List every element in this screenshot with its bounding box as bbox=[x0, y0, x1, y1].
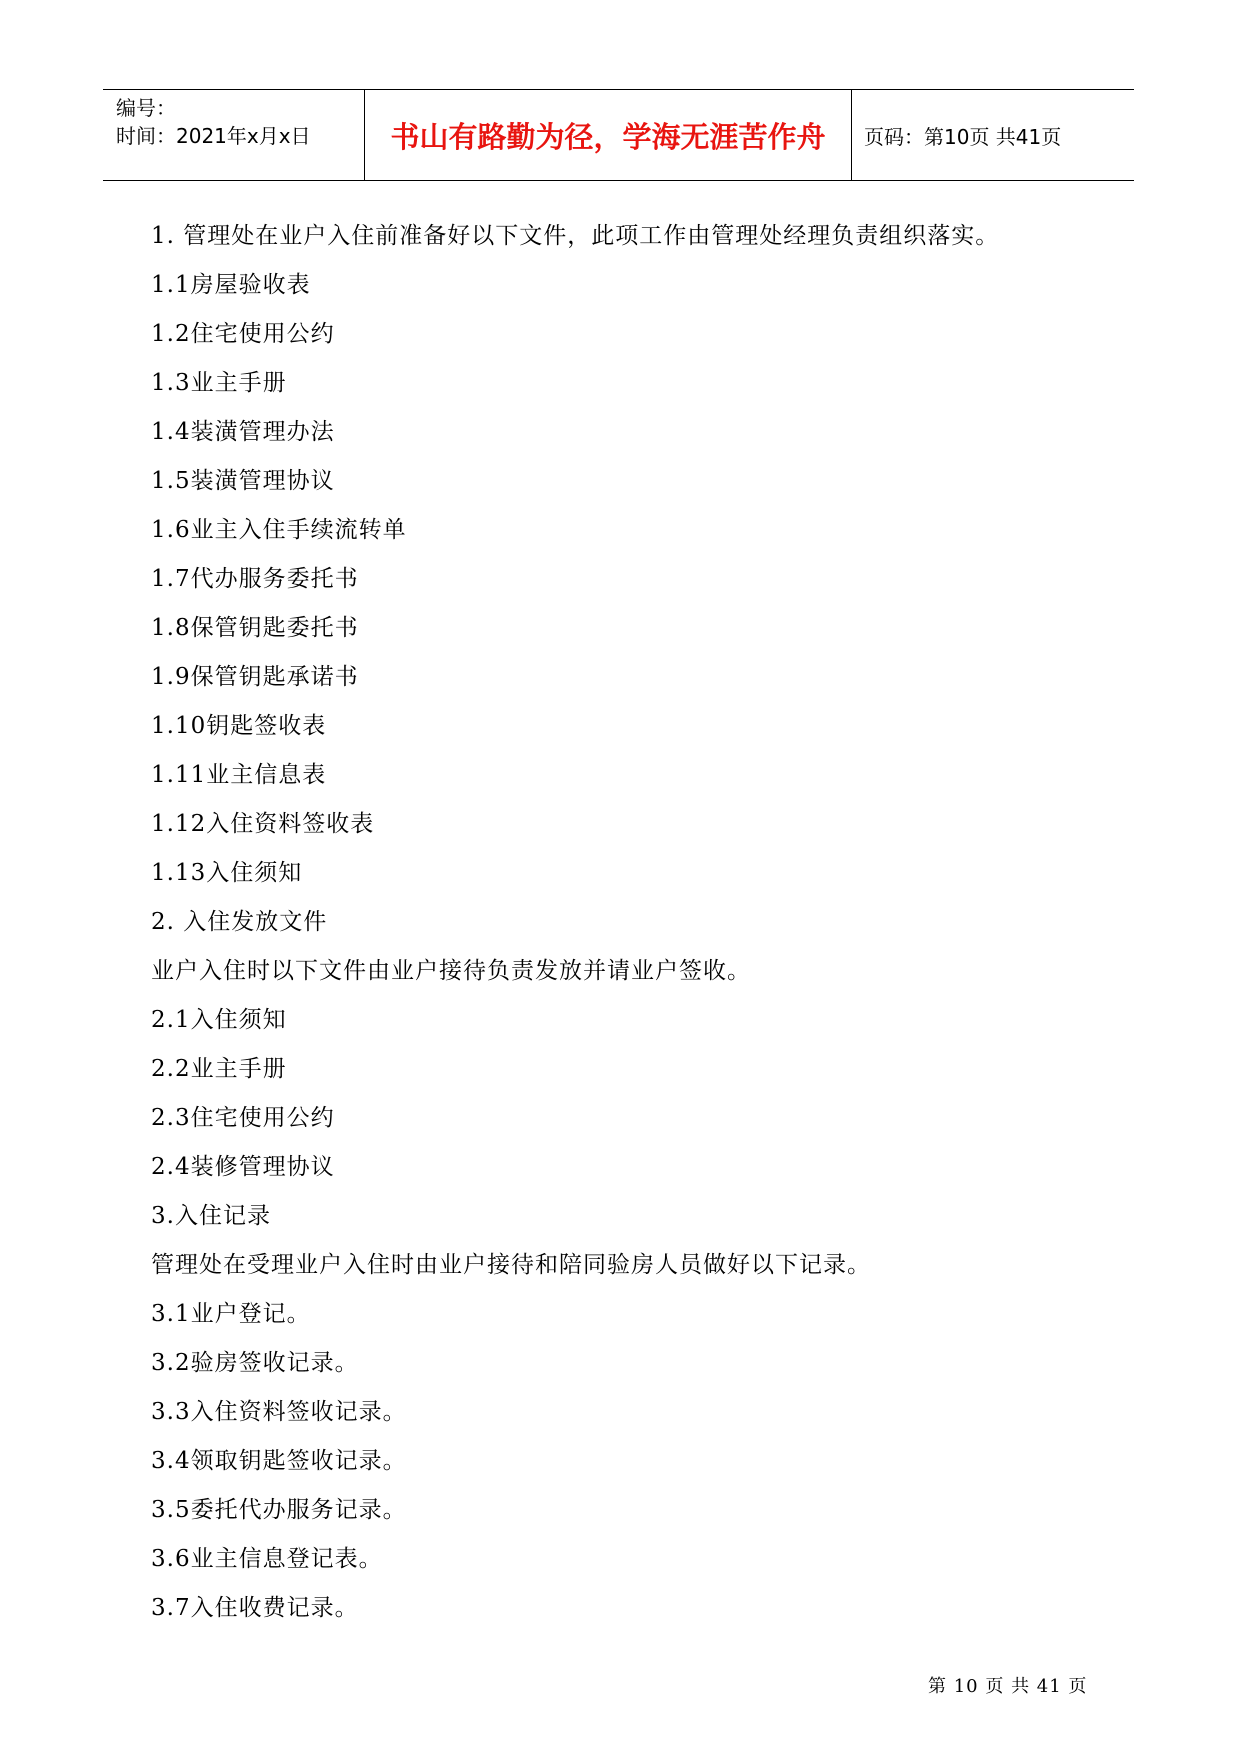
page-footer: 第 10 页 共 41 页 bbox=[928, 1676, 1088, 1697]
body-line: 3.6业主信息登记表。 bbox=[151, 1546, 383, 1572]
body-line: 1.1房屋验收表 bbox=[151, 272, 311, 298]
body-line: 3.1业户登记。 bbox=[151, 1301, 311, 1327]
body-line: 管理处在受理业户入住时由业户接待和陪同验房人员做好以下记录。 bbox=[151, 1252, 871, 1278]
body-line: 1.9保管钥匙承诺书 bbox=[151, 664, 359, 690]
document-number-label: 编号： bbox=[116, 96, 176, 120]
body-line: 1.5装潢管理协议 bbox=[151, 468, 335, 494]
body-line: 2.4装修管理协议 bbox=[151, 1154, 335, 1180]
body-line: 1.8保管钥匙委托书 bbox=[151, 615, 359, 641]
body-line: 2. 入住发放文件 bbox=[151, 909, 328, 935]
body-line: 3.2验房签收记录。 bbox=[151, 1350, 359, 1376]
document-body bbox=[151, 220, 1111, 1641]
header-page-info: 页码：第10页 共41页 bbox=[864, 124, 1062, 149]
body-line: 1.7代办服务委托书 bbox=[151, 566, 359, 592]
body-line: 2.2业主手册 bbox=[151, 1056, 287, 1082]
header-meta bbox=[103, 90, 365, 180]
body-line: 3.5委托代办服务记录。 bbox=[151, 1497, 407, 1523]
header-motto: 书山有路勤为径，学海无涯苦作舟 bbox=[365, 90, 852, 180]
body-line: 2.3住宅使用公约 bbox=[151, 1105, 335, 1131]
body-line: 业户入住时以下文件由业户接待负责发放并请业户签收。 bbox=[151, 958, 751, 984]
body-line: 3.4领取钥匙签收记录。 bbox=[151, 1448, 407, 1474]
document-time-label: 时间：2021年x月x日 bbox=[116, 124, 311, 148]
body-line: 1.13入住须知 bbox=[151, 860, 303, 886]
body-line: 3.入住记录 bbox=[151, 1203, 271, 1229]
body-line: 3.3入住资料签收记录。 bbox=[151, 1399, 407, 1425]
body-line: 3.7入住收费记录。 bbox=[151, 1595, 359, 1621]
body-line: 2.1入住须知 bbox=[151, 1007, 287, 1033]
body-line: 1.11业主信息表 bbox=[151, 762, 327, 788]
body-line: 1.3业主手册 bbox=[151, 370, 287, 396]
body-line: 1.4装潢管理办法 bbox=[151, 419, 335, 445]
body-line: 1. 管理处在业户入住前准备好以下文件，此项工作由管理处经理负责组织落实。 bbox=[151, 223, 1000, 249]
body-line: 1.10钥匙签收表 bbox=[151, 713, 327, 739]
body-line: 1.2住宅使用公约 bbox=[151, 321, 335, 347]
body-line: 1.6业主入住手续流转单 bbox=[151, 517, 407, 543]
body-line: 1.12入住资料签收表 bbox=[151, 811, 375, 837]
page-header bbox=[103, 89, 1134, 181]
